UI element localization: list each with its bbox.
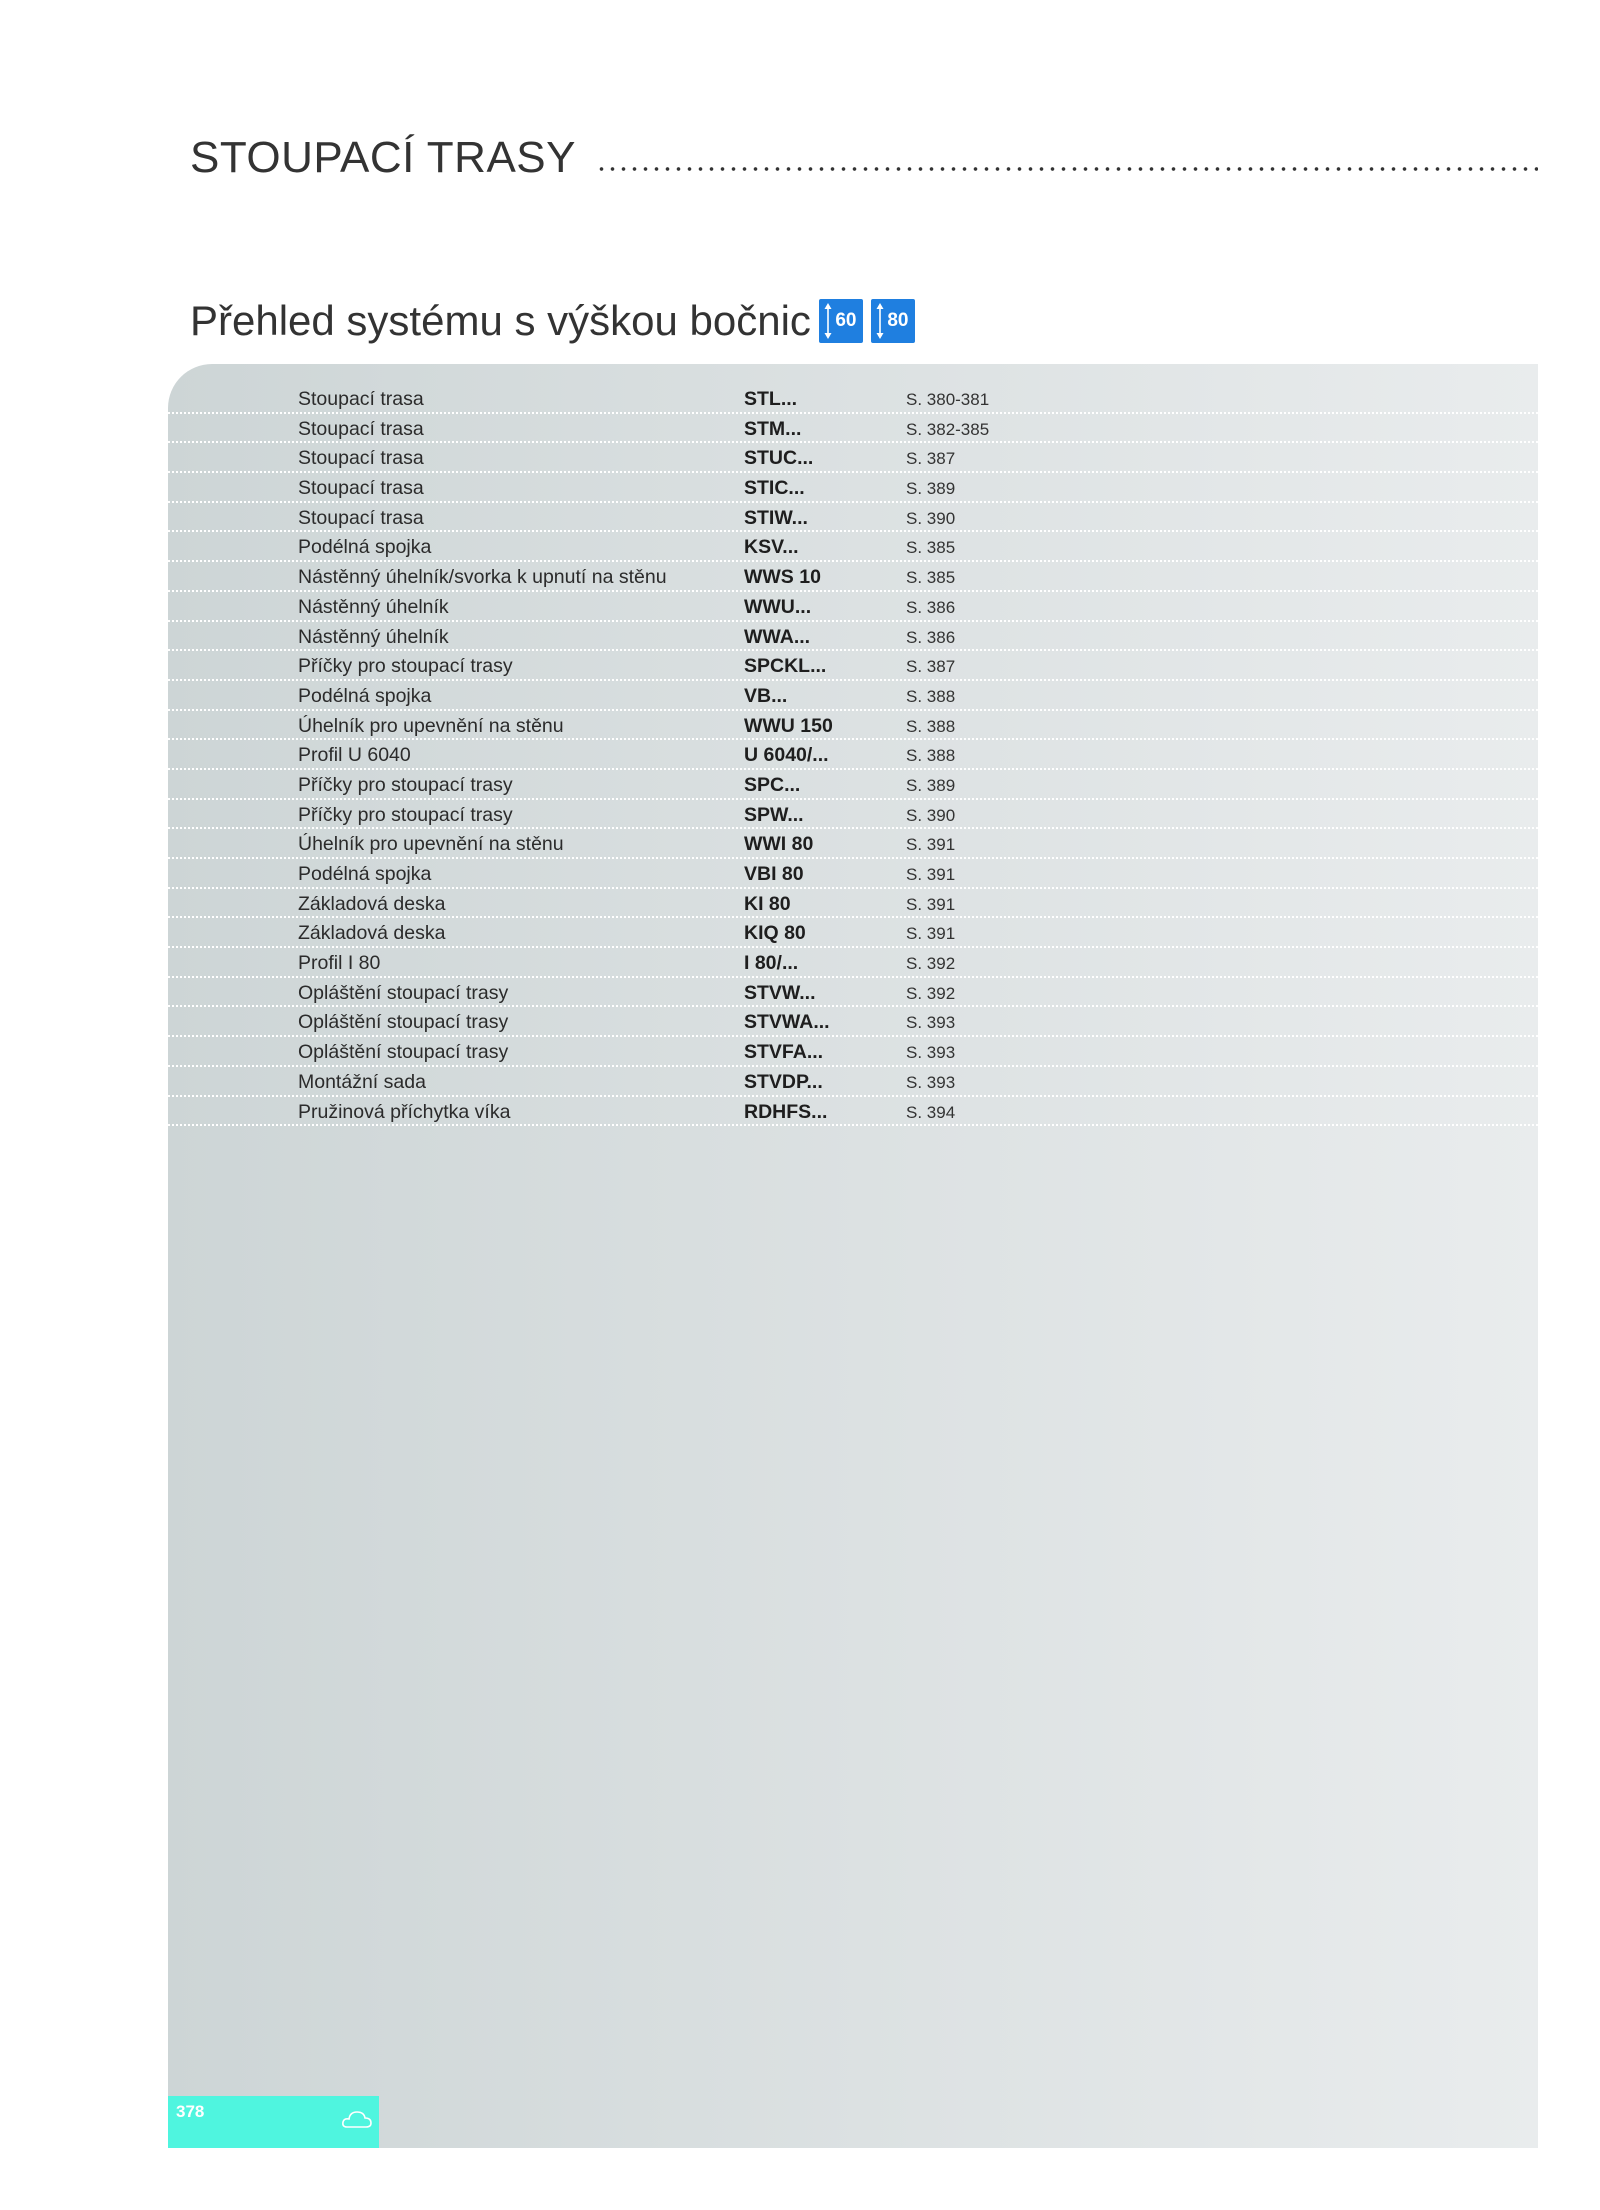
product-name: Nástěnný úhelník (298, 625, 449, 648)
table-row (168, 948, 1538, 978)
product-name: Profil I 80 (298, 952, 381, 975)
page-reference: S. 389 (906, 479, 956, 499)
page-reference: S. 385 (906, 538, 956, 558)
page-reference: S. 388 (906, 746, 956, 766)
page-reference: S. 391 (906, 865, 956, 884)
page-reference: S. 386 (906, 597, 956, 617)
table-row (168, 740, 1538, 770)
page-reference: S. 392 (906, 983, 956, 1003)
height-80-badge (871, 299, 915, 343)
product-table (168, 384, 1538, 1126)
table-row (168, 918, 1538, 948)
badge-label: 60 (835, 310, 857, 331)
product-code: STVFA... (744, 1041, 824, 1064)
table-row (168, 503, 1538, 533)
product-code: RDHFS... (744, 1100, 828, 1123)
product-code: STIW... (744, 506, 808, 529)
table-row (168, 800, 1538, 830)
page-reference: S. 393 (906, 1043, 956, 1063)
product-code: KIQ 80 (744, 922, 806, 945)
product-name: Nástěnný úhelník/svorka k upnutí na stěnu (298, 566, 667, 589)
table-row (168, 562, 1538, 592)
product-name: Základová deska (298, 892, 446, 915)
product-name: Úhelník pro upevnění na stěnu (298, 714, 564, 737)
page-reference: S. 382-385 (906, 419, 990, 439)
section-title (190, 126, 1538, 180)
table-row (168, 1007, 1538, 1037)
product-code: STL... (744, 388, 798, 410)
page-reference: S. 386 (906, 627, 956, 647)
table-row (168, 414, 1538, 444)
product-name: Příčky pro stoupací trasy (298, 773, 513, 796)
page-reference: S. 392 (906, 954, 956, 974)
page-reference: S. 387 (906, 449, 956, 469)
table-row (168, 711, 1538, 741)
product-code: SPC... (744, 773, 801, 796)
page-reference: S. 380-381 (906, 390, 990, 409)
page-reference: S. 390 (906, 805, 956, 825)
dotted-leader (596, 166, 1538, 172)
product-name: Montážní sada (298, 1070, 426, 1093)
page-title: STOUPACÍ TRASY (190, 133, 576, 180)
table-row (168, 1097, 1538, 1127)
product-code: STM... (744, 417, 802, 440)
table-row (168, 532, 1538, 562)
page-reference: S. 387 (906, 657, 956, 677)
product-code: KSV... (744, 536, 799, 559)
product-code: STVDP... (744, 1070, 823, 1093)
product-name: Stoupací trasa (298, 417, 424, 440)
product-code: STUC... (744, 447, 814, 470)
product-code: STIC... (744, 477, 805, 500)
table-row (168, 681, 1538, 711)
product-name: Opláštění stoupací trasy (298, 1041, 509, 1064)
product-name: Podélná spojka (298, 536, 432, 559)
table-row (168, 770, 1538, 800)
product-name: Příčky pro stoupací trasy (298, 803, 513, 826)
product-name: Stoupací trasa (298, 477, 424, 500)
page-reference: S. 391 (906, 924, 956, 944)
product-name: Příčky pro stoupací trasy (298, 655, 513, 678)
table-row (168, 443, 1538, 473)
table-row (168, 592, 1538, 622)
page-reference: S. 393 (906, 1013, 956, 1033)
height-60-badge (819, 299, 863, 343)
page-reference: S. 391 (906, 835, 956, 855)
product-code: SPCKL... (744, 655, 827, 678)
product-code: I 80/... (744, 952, 799, 975)
page-reference: S. 389 (906, 775, 956, 795)
product-name: Stoupací trasa (298, 447, 424, 470)
table-row (168, 859, 1538, 889)
product-code: VBI 80 (744, 863, 804, 885)
product-name: Podélná spojka (298, 863, 432, 885)
subtitle-row (190, 296, 915, 346)
product-name: Opláštění stoupací trasy (298, 981, 509, 1004)
table-row (168, 384, 1538, 414)
product-name: Podélná spojka (298, 684, 432, 707)
product-code: WWI 80 (744, 833, 814, 856)
double-arrow-icon (824, 303, 832, 339)
product-name: Pružinová příchytka víka (298, 1100, 511, 1123)
page-reference: S. 393 (906, 1072, 956, 1092)
table-row (168, 829, 1538, 859)
product-name: Stoupací trasa (298, 506, 424, 529)
page-reference: S. 388 (906, 716, 956, 736)
product-code: WWU 150 (744, 714, 833, 737)
table-row (168, 1067, 1538, 1097)
page-tab (168, 2096, 379, 2148)
product-code: WWA... (744, 625, 811, 648)
product-code: SPW... (744, 803, 804, 826)
product-name: Úhelník pro upevnění na stěnu (298, 833, 564, 856)
product-code: WWU... (744, 595, 812, 618)
table-row (168, 622, 1538, 652)
product-name: Stoupací trasa (298, 388, 424, 410)
overview-panel (168, 364, 1538, 2148)
product-code: WWS 10 (744, 566, 821, 589)
table-row (168, 473, 1538, 503)
product-name: Základová deska (298, 922, 446, 945)
product-code: U 6040/... (744, 744, 829, 767)
page-reference: S. 388 (906, 686, 956, 706)
table-row (168, 651, 1538, 681)
table-row (168, 889, 1538, 919)
product-code: VB... (744, 684, 788, 707)
product-code: STVW... (744, 981, 816, 1004)
page-reference: S. 385 (906, 568, 956, 588)
cloud-icon (341, 2106, 373, 2132)
badge-label: 80 (887, 310, 909, 331)
product-code: KI 80 (744, 892, 791, 915)
page-reference: S. 394 (906, 1102, 956, 1122)
product-name: Nástěnný úhelník (298, 595, 449, 618)
double-arrow-icon (876, 303, 884, 339)
table-row (168, 1037, 1538, 1067)
page-number: 378 (176, 2102, 205, 2121)
table-row (168, 978, 1538, 1008)
page-reference: S. 390 (906, 508, 956, 528)
product-name: Opláštění stoupací trasy (298, 1011, 509, 1034)
product-code: STVWA... (744, 1011, 830, 1034)
product-name: Profil U 6040 (298, 744, 411, 767)
page-reference: S. 391 (906, 894, 956, 914)
subtitle: Přehled systému s výškou bočnic (190, 297, 811, 344)
